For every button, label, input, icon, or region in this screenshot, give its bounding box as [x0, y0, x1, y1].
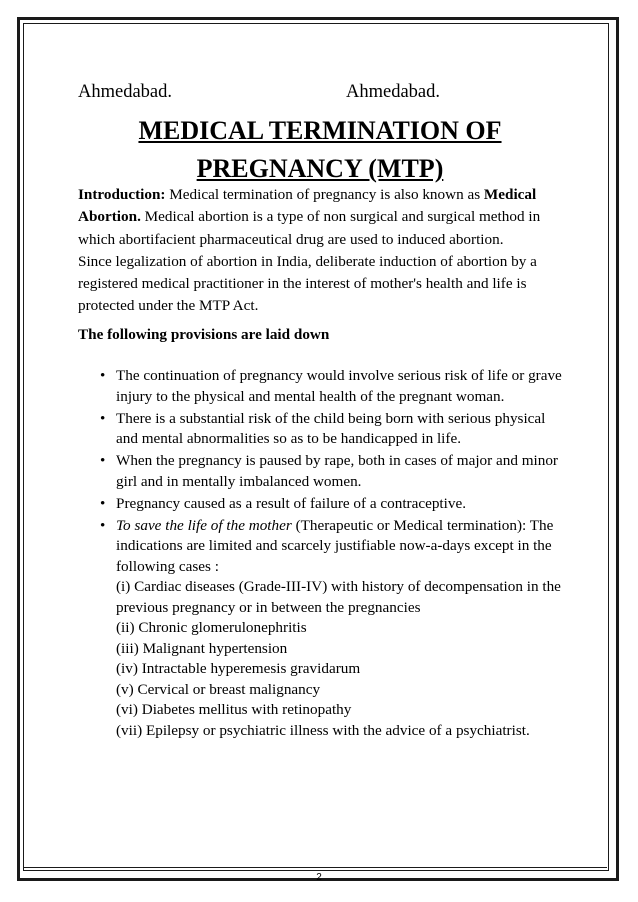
page-title	[60, 112, 580, 188]
bullet-icon: •	[100, 367, 106, 384]
list-item	[78, 409, 568, 450]
list-item	[78, 494, 568, 515]
intro-paragraph-2: Since legalization of abortion in India, deliberate induction of abortion by a registered medical practitioner in the interest of mother's health and life is protected under the MTP Act.	[78, 252, 537, 315]
list-item-text: When the pregnancy is paused by rape, both in cases of major and minor girl and in mentally imbalanced women.	[116, 452, 558, 490]
list-item	[78, 516, 568, 742]
provisions-heading: The following provisions are laid down	[78, 326, 330, 343]
introduction	[78, 184, 568, 318]
list-item-italic: To save the life of the mother	[116, 516, 292, 534]
intro-bold-term: Medical Abortion.	[78, 186, 537, 226]
sub-item: (ii) Chronic glomerulonephritis	[116, 619, 307, 636]
header-left: Ahmedabad.	[78, 82, 173, 102]
sub-item: (vii) Epilepsy or psychiatric illness with the advice of a psychiatrist.	[116, 721, 530, 739]
intro-text-1: Medical termination of pregnancy is also known as	[165, 186, 484, 203]
intro-label: Introduction:	[78, 186, 166, 203]
bullet-icon: •	[100, 516, 106, 534]
sub-item: (v) Cervical or breast malignancy	[116, 680, 321, 698]
footer-divider	[23, 867, 607, 868]
list-item-text: There is a substantial risk of the child being born with serious physical and mental abnormalities so as to be handicapped in life.	[116, 409, 546, 447]
list-item-text: Pregnancy caused as a result of failure of a contraceptive.	[116, 494, 466, 512]
intro-paragraph-1	[78, 184, 568, 251]
sub-item: (i) Cardiac diseases (Grade-III-IV) with history of decompensation in the previous pregnancy or in between the pregnancies	[116, 578, 561, 616]
list-item-text: The continuation of pregnancy would involve serious risk of life or grave injury to the physical and mental health of the pregnant woman.	[116, 367, 562, 405]
list-item	[78, 366, 568, 407]
list-item	[78, 451, 568, 492]
provisions-list	[78, 366, 568, 743]
sub-item: (vi) Diabetes mellitus with retinopathy	[116, 701, 352, 718]
page-number: 2	[316, 872, 322, 883]
bullet-icon: •	[100, 409, 106, 427]
sub-item: (iv) Intractable hyperemesis gravidarum	[116, 660, 361, 677]
intro-text-2: Medical abortion is a type of non surgical and surgical method in which abortifacient pharmaceutical drug are used to induced abortion.	[78, 208, 541, 248]
title-line-1: MEDICAL TERMINATION OF	[138, 116, 502, 145]
header-right: Ahmedabad.	[346, 82, 441, 102]
bullet-icon: •	[100, 452, 106, 469]
bullet-icon: •	[100, 494, 106, 512]
sub-item: (iii) Malignant hypertension	[116, 639, 288, 657]
list-item-text: (Therapeutic or Medical termination): The indications are limited and scarcely justifiable now-a-days except in the following cases :	[116, 516, 554, 575]
title-line-2: PREGNANCY (MTP)	[196, 154, 444, 183]
